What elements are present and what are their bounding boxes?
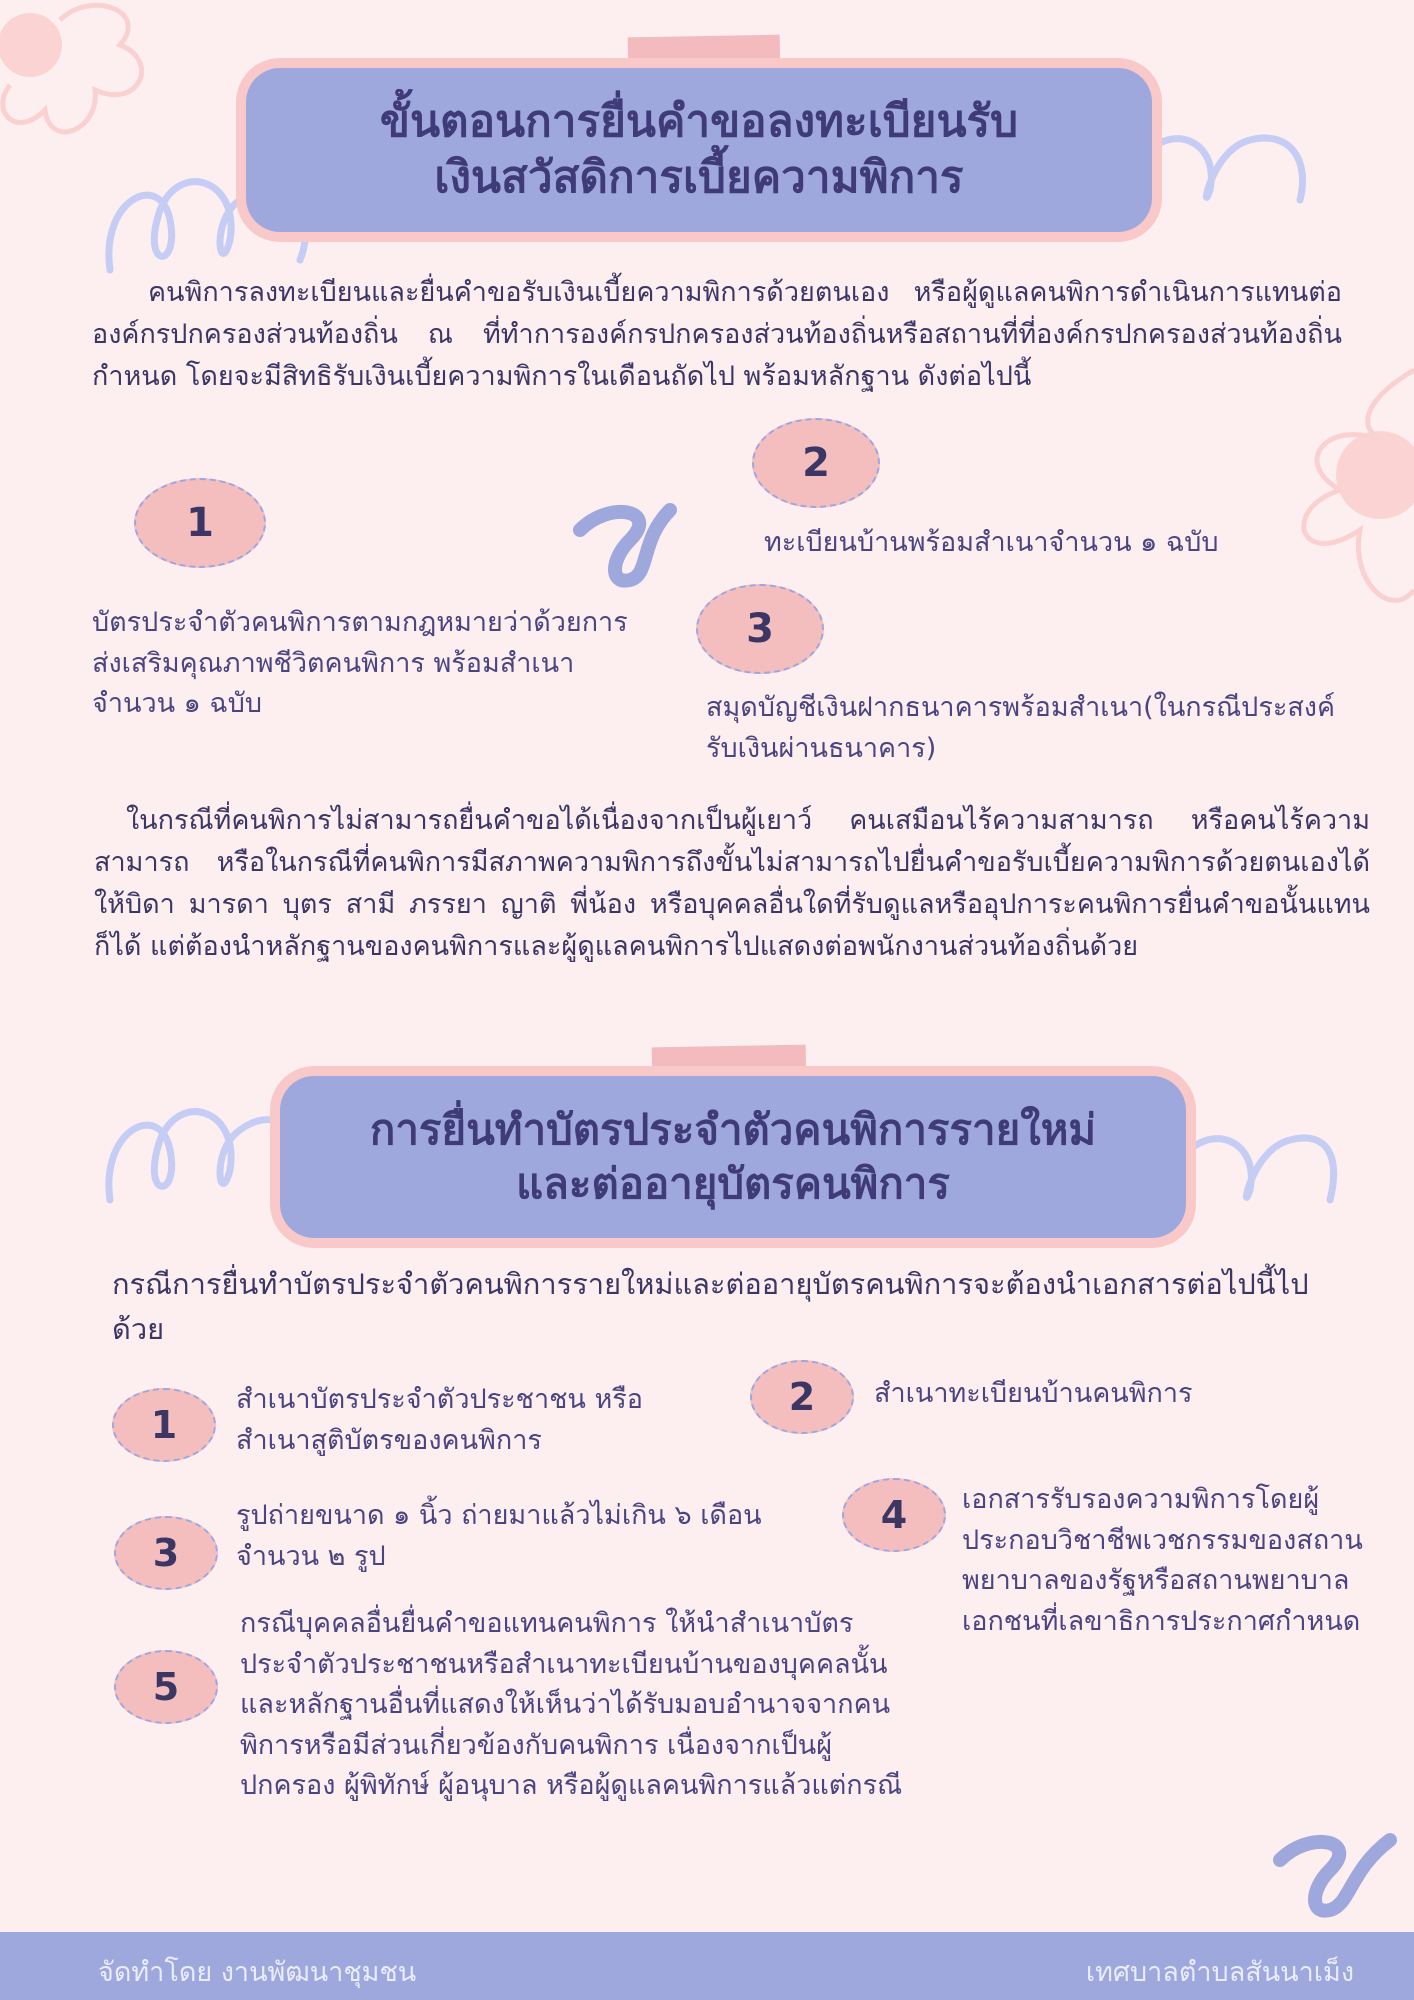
ribbon-curl-decoration: [1270, 1820, 1400, 1920]
section1-title-line: ขั้นตอนการยื่นคำขอลงทะเบียนรับ: [379, 95, 1019, 147]
number-badge-4: 4: [842, 1478, 946, 1552]
number-badge-2: 2: [752, 418, 880, 508]
section2-title-line: และต่ออายุบัตรคนพิการ: [516, 1159, 950, 1208]
number-badge-1: 1: [134, 478, 266, 568]
footer-bar: [0, 1932, 1414, 2000]
section1-intro: คนพิการลงทะเบียนและยื่นคำขอรับเงินเบี้ยความพิการด้วยตนเอง หรือผู้ดูแลคนพิการดำเนินการแทนต่อองค์กรปกครองส่วนท้องถิ่น ณ ที่ทำการองค์กรปกครองส่วนท้องถิ่นหรือสถานที่ที่องค์กรปกครองส่วนท้องถิ่นกำหนด โดยจะมีสิทธิรับเงินเบี้ยความพิการในเดือนถัดไป พร้อมหลักฐาน ดังต่อไปนี้: [92, 277, 1342, 392]
number-badge-3: 3: [114, 1516, 218, 1590]
section2-title: [370, 1103, 1096, 1211]
section1-title: [380, 94, 1018, 207]
section1-title-line: เงินสวัสดิการเบี้ยความพิการ: [434, 152, 964, 203]
section1-note: ในกรณีที่คนพิการไม่สามารถยื่นคำขอได้เนื่องจากเป็นผู้เยาว์ คนเสมือนไร้ความสามารถ หรือคนไร้ความสามารถ หรือในกรณีที่คนพิการมีสภาพความพิการถึงขั้นไม่สามารถไปยื่นคำขอรับเบี้ยความพิการด้วยตนเองได้ ให้บิดา มารดา บุตร สามี ภรรยา ญาติ พี่น้อง หรือบุคคลอื่นใดที่รับดูแลหรืออุปการะคนพิการยื่นคำขอนั้นแทนก็ได้ แต่ต้องนำหลักฐานของคนพิการและผู้ดูแลคนพิการไปแสดงต่อพนักงานส่วนท้องถิ่นด้วย: [94, 805, 1370, 962]
footer-credit: จัดทำโดย งานพัฒนาชุมชน: [98, 1957, 417, 1988]
section2-item-3-text: รูปถ่ายขนาด ๑ นิ้ว ถ่ายมาแล้วไม่เกิน ๖ เดือน จำนวน ๒ รูป: [236, 1500, 762, 1572]
section1-title-box: [246, 68, 1152, 232]
section2-item-4-text: เอกสารรับรองความพิการโดยผู้ประกอบวิชาชีพเวชกรรมของสถานพยาบาลของรัฐหรือสถานพยาบาลเอกชนที่เลขาธิการประกาศกำหนด: [962, 1484, 1363, 1637]
section2-item-1-text: สำเนาบัตรประจำตัวประชาชน หรือสำเนาสูติบัตรของคนพิการ: [236, 1384, 643, 1456]
footer-organization: เทศบาลตำบลสันนาเม็ง: [1085, 1957, 1354, 1988]
section1-item-3-text: สมุดบัญชีเงินฝากธนาคารพร้อมสำเนา(ในกรณีประสงค์รับเงินผ่านธนาคาร): [706, 692, 1336, 764]
section2-item-5-text: กรณีบุคคลอื่นยื่นคำขอแทนคนพิการ ให้นำสำเนาบัตรประจำตัวประชาชนหรือสำเนาทะเบียนบ้านของบุคคลนั้น และหลักฐานอื่นที่แสดงให้เห็นว่าได้รับมอบอำนาจจากคนพิการหรือมีส่วนเกี่ยวข้องกับคนพิการ เนื่องจากเป็นผู้ปกครอง ผู้พิทักษ์ ผู้อนุบาล หรือผู้ดูแลคนพิการแล้วแต่กรณี: [240, 1608, 903, 1801]
number-badge-1: 1: [112, 1388, 216, 1462]
number-badge-5: 5: [114, 1650, 218, 1724]
flower-decoration-top-left: [0, 0, 170, 190]
section2-intro: กรณีการยื่นทำบัตรประจำตัวคนพิการรายใหม่และต่ออายุบัตรคนพิการจะต้องนำเอกสารต่อไปนี้ไปด้วย: [112, 1267, 1309, 1346]
number-badge-3: 3: [696, 584, 824, 674]
section1-item-2-text: ทะเบียนบ้านพร้อมสำเนาจำนวน ๑ ฉบับ: [764, 527, 1219, 558]
number-badge-2: 2: [750, 1360, 854, 1434]
section1-item-1-text: บัตรประจำตัวคนพิการตามกฎหมายว่าด้วยการส่งเสริมคุณภาพชีวิตคนพิการ พร้อมสำเนา จำนวน ๑ ฉบับ: [92, 607, 628, 719]
section2-title-line: การยื่นทำบัตรประจำตัวคนพิการรายใหม่: [369, 1105, 1097, 1155]
section2-item-2-text: สำเนาทะเบียนบ้านคนพิการ: [874, 1378, 1193, 1409]
ribbon-curl-decoration: [570, 500, 680, 590]
section2-title-box: [280, 1076, 1186, 1238]
